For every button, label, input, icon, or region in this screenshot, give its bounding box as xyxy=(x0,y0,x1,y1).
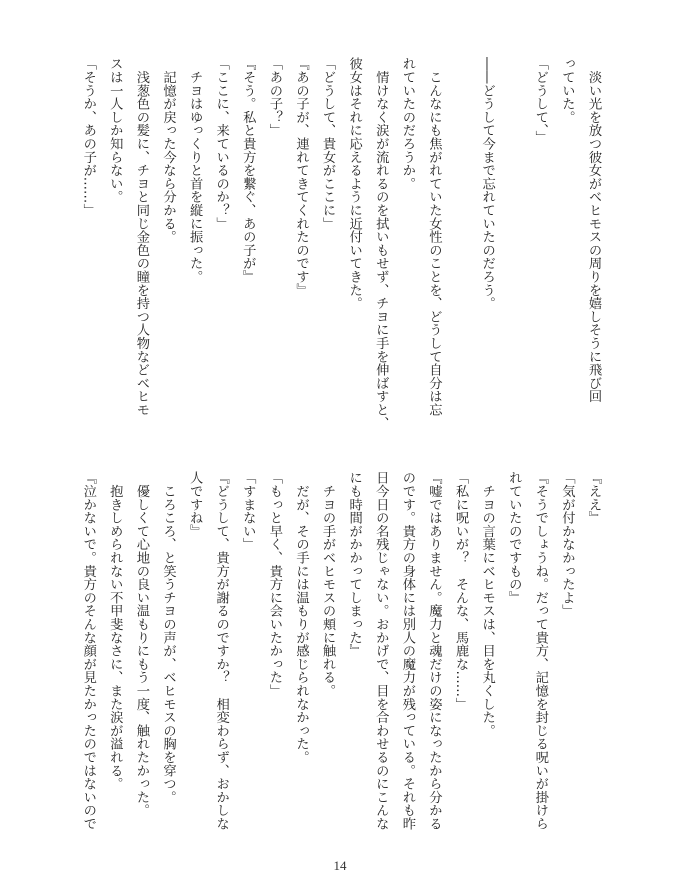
text-column xyxy=(446,57,473,427)
text-column: こんなにも焦がれていた女性のことを、どうして自分は忘 xyxy=(426,57,442,417)
text-column: 優しくて心地の良い温もりにもう一度、触れたかった。 xyxy=(133,471,149,817)
text-column: 「もっと早く、貴方に会いたかった」 xyxy=(266,471,282,698)
text-column: ――どうして今まで忘れていたのだろう。 xyxy=(479,57,495,310)
text-column: 「すまない」 xyxy=(240,471,256,551)
text-column xyxy=(500,57,527,427)
text-column: っていた。 xyxy=(559,57,575,124)
text-column: だが、その手には温もりが感じられなかった。 xyxy=(293,471,309,764)
text-column: チヨの言葉にベヒモスは、目を丸くした。 xyxy=(479,471,495,737)
text-column: ころころ、と笑うチヨの声が、ベヒモスの胸を穿つ。 xyxy=(160,471,176,804)
text-column: 記憶が戻った今なら分かる。 xyxy=(160,57,176,244)
text-column: 「気が付かなかったよ」 xyxy=(559,471,575,618)
text-block-top xyxy=(71,57,606,430)
text-column: 『そうでしょうね。だって貴方、記憶を封じる呪いが掛けら xyxy=(532,471,548,831)
text-column: 人ですね』 xyxy=(187,471,203,538)
text-block-bottom xyxy=(71,471,606,841)
text-column: 『ええ』 xyxy=(586,471,601,525)
text-column: 情けなく涙が流れるのを拭いもせず、チヨに手を伸ばすと、 xyxy=(373,57,389,430)
text-column: 「私に呪いが？ そんな、馬鹿な……」 xyxy=(453,471,469,711)
text-column: 「あの子？」 xyxy=(266,57,282,137)
text-column: のです。貴方の身体には別人の魔力が残っている。それも昨 xyxy=(399,471,415,831)
text-column: 日今日の名残じゃない。おかげで、目を合わせるのにこんな xyxy=(373,471,389,831)
text-column: 『どうして、貴方が謝るのですか？ 相変わらず、おかしな xyxy=(213,471,229,831)
text-column: スは一人しか知らない。 xyxy=(107,57,123,204)
text-column: 『そう。私と貴方を繋ぐ、あの子が』 xyxy=(240,57,256,284)
text-column: チヨはゆっくりと首を縦に振った。 xyxy=(187,57,203,284)
text-column: 「どうして、」 xyxy=(532,57,548,144)
text-column: 『あの子が、連れてきてくれたのです』 xyxy=(293,57,309,297)
text-column: 「どうして、貴女がここに」 xyxy=(320,57,336,230)
text-column: れていたのですもの』 xyxy=(506,471,522,604)
text-column: チヨの手がベヒモスの頬に触れる。 xyxy=(320,471,336,698)
text-column: 『嘘ではありません。魔力と魂だけの姿になったから分かる xyxy=(426,471,442,831)
text-column: れていたのだろうか。 xyxy=(399,57,415,190)
text-column: 「ここに、来ているのか？」 xyxy=(213,57,229,230)
text-column: にも時間がかかってしまった』 xyxy=(346,471,362,658)
text-column: 「そうか、あの子が……」 xyxy=(80,57,96,217)
page-number: 14 xyxy=(333,858,347,873)
text-column: 抱きしめられない不甲斐なさに、また涙が溢れる。 xyxy=(107,471,123,791)
text-column: 淡い光を放つ彼女がベヒモスの周りを嬉しそうに飛び回 xyxy=(586,57,601,403)
text-column: 浅葱色の髪に、チヨと同じ金色の瞳を持つ人物などベヒモ xyxy=(133,57,149,417)
text-column: 彼女はそれに応えるように近付いてきた。 xyxy=(346,57,362,310)
text-column: 『泣かないで。貴方のそんな顔が見たかったのではないので xyxy=(80,471,96,831)
